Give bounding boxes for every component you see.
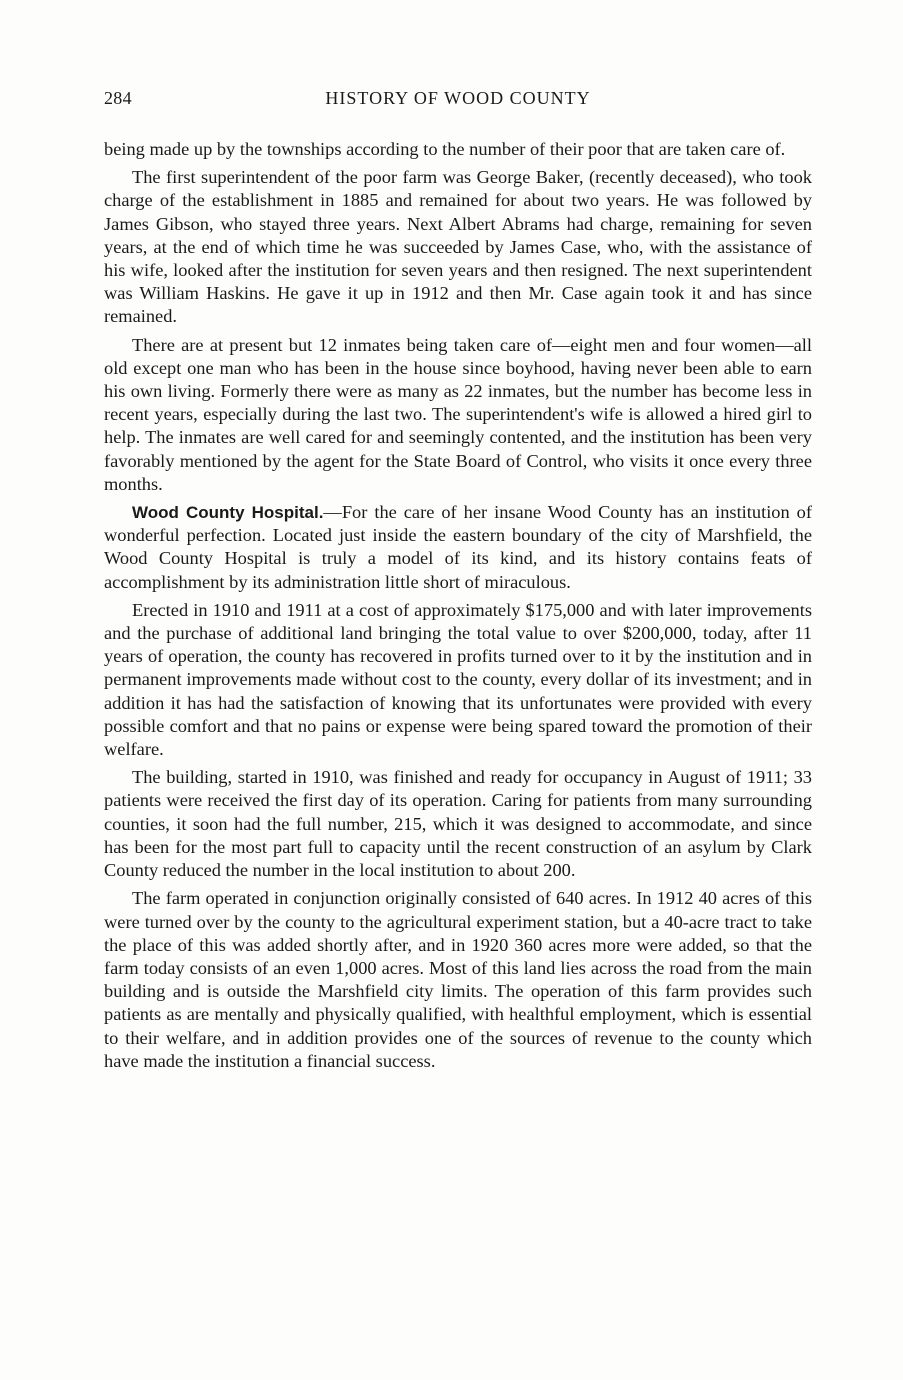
paragraph-text: being made up by the townships according to the number of their poor that are taken care of. — [104, 139, 786, 159]
paragraph-building — [104, 766, 812, 882]
paragraph-text: The building, started in 1910, was finished and ready for occupancy in August of 1911; 33 patients were received the first day of its operation. Caring for patients from many surrounding counties, it soon had the full number, 215, which it was designed to accommodate, and since has been for the most part full to capacity until the recent construction of an asylum by Clark County reduced the number in the local institution to about 200. — [104, 767, 812, 881]
paragraph-text: There are at present but 12 inmates being taken care of—eight men and four women—all old except one man who has been in the house since boyhood, having never been able to earn his own living. Formerly there were as many as 22 inmates, but the number has become less in recent years, especially during the last two. The superintendent's wife is allowed a hired girl to help. The inmates are well cared for and seemingly contented, and the institution has been very favorably mentioned by the agent for the State Board of Control, who visits it once every three months. — [104, 334, 812, 494]
page-header — [104, 88, 812, 118]
paragraph-erected — [104, 599, 812, 761]
running-head: HISTORY OF WOOD COUNTY — [325, 88, 591, 108]
paragraph-text: Erected in 1910 and 1911 at a cost of approximately $175,000 and with later improvements and the purchase of additional land bringing the total value to over $200,000, today, after 11 years of operation, the county has recovered in profits turned over to it by the institution and in permanent improvements made without cost to the county, every dollar of its investment; and in addition it has had the satisfaction of knowing that its unfortunates were provided with every possible comfort and that no pains or expense were being spared toward the promotion of their welfare. — [104, 599, 812, 760]
section-title: Wood County Hospital. — [132, 503, 324, 523]
paragraph-farm — [104, 887, 812, 1073]
paragraph-text: The farm operated in conjunction originally consisted of 640 acres. In 1912 40 acres of this were turned over by the county to the agricultural experiment station, but a 40-acre tract to take the place of this was added shortly after, and in 1920 360 acres more were added, so that the farm today consists of an even 1,000 acres. Most of this land lies across the road from the main building and is outside the Marshfield city limits. The operation of this farm provides such patients as are mentally and physically qualified, with healthful employment, which is essential to their welfare, and in addition provides one of the sources of revenue to the county which have made the institution a financial success. — [104, 888, 812, 1071]
paragraph-superintendents — [104, 166, 812, 328]
paragraph-text: The first superintendent of the poor farm was George Baker, (recently deceased), who took charge of the establishment in 1885 and remained for about two years. He was followed by James Gibson, who stayed three years. Next Albert Abrams had charge, remaining for seven years, at the end of which time he was succeeded by James Case, who, with the assistance of his wife, looked after the institution for seven years and then resigned. The next superintendent was William Haskins. He gave it up in 1912 and then Mr. Case again took it and has since remained. — [104, 167, 812, 327]
paragraph-hospital-intro — [104, 501, 812, 594]
body-text — [104, 138, 812, 1078]
paragraph-text: —For the care of her insane Wood County has an institution of wonderful perfection. Located just inside the eastern boundary of the city of Marshfield, the Wood County Hospital is truly a model of its kind, and its history contains feats of accomplishment by its administration little short of miraculous. — [104, 502, 812, 592]
page-number: 284 — [104, 88, 132, 108]
paragraph-continuation — [104, 138, 812, 161]
paragraph-inmates — [104, 334, 812, 496]
